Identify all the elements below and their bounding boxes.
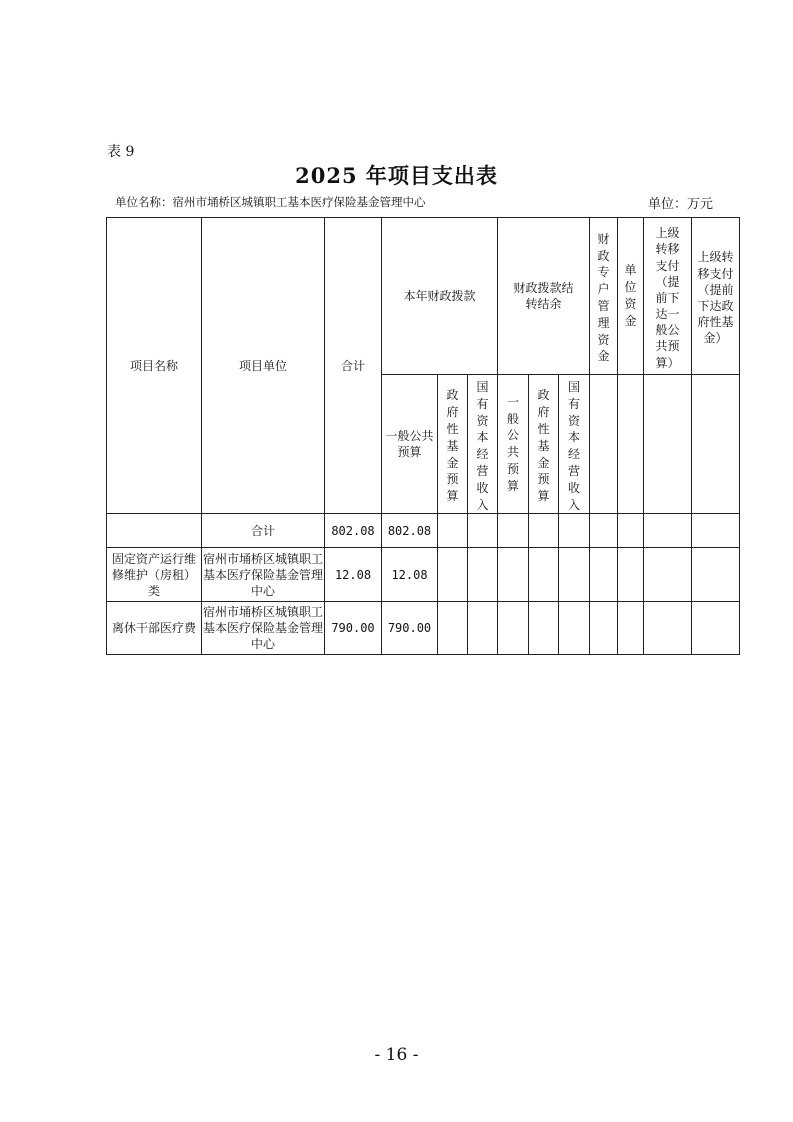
empty-cell [618, 514, 644, 548]
row-unit-text: 宿州市埇桥区城镇职工基本医疗保险基金管理中心 [202, 551, 323, 598]
page-number: - 16 - [374, 1045, 419, 1065]
sub-header-gov-fund-budget [438, 375, 468, 514]
empty-cell [438, 548, 468, 602]
row-general-budget-cell: 790.00 [382, 602, 438, 655]
page-title: 2025 年项目支出表 [295, 163, 498, 188]
empty-cell [618, 375, 644, 514]
sub-header-co-general-budget [498, 375, 529, 514]
col-header-project-unit: 项目单位 [202, 218, 325, 514]
empty-cell [468, 602, 498, 655]
unit-funds-text: 单位资金 [624, 263, 637, 328]
row-general-budget-cell: 802.08 [382, 514, 438, 548]
col-header-transfer-general [644, 218, 692, 375]
sub-header-co-gov-fund-budget [529, 375, 559, 514]
col-header-carryover-funds [498, 218, 590, 375]
empty-cell [559, 602, 590, 655]
empty-cell [644, 602, 692, 655]
transfer-general-text: 上级转移支付（提前下达一般公共预算） [655, 226, 680, 370]
transfer-gov-fund-text: 上级转移支付（提前下达政府性基金） [697, 250, 734, 346]
row-unit-cell: 合计 [202, 514, 325, 548]
row-general-budget-cell: 12.08 [382, 548, 438, 602]
empty-cell [692, 514, 740, 548]
empty-cell [590, 375, 618, 514]
empty-cell [618, 602, 644, 655]
table-label: 表 9 [107, 144, 135, 160]
row-name-cell [107, 548, 202, 602]
row-unit-cell [202, 602, 325, 655]
co-gov-fund-budget-text: 政府性基金预算 [537, 388, 550, 504]
empty-cell [692, 548, 740, 602]
col-header-total: 合计 [325, 218, 382, 514]
col-header-transfer-gov-fund [692, 218, 740, 375]
empty-cell [559, 514, 590, 548]
table-row [107, 602, 740, 655]
col-header-current-year-funds: 本年财政拨款 [382, 218, 498, 375]
carryover-funds-text: 财政拨款结转结余 [513, 280, 574, 311]
empty-cell [438, 514, 468, 548]
empty-cell [498, 602, 529, 655]
unit-money-label: 单位：万元 [647, 197, 713, 212]
empty-cell [644, 375, 692, 514]
state-capital-income-text: 国有资本经营收入 [476, 380, 489, 512]
row-total-cell: 802.08 [325, 514, 382, 548]
col-header-unit-funds [618, 218, 644, 375]
row-unit-text: 宿州市埇桥区城镇职工基本医疗保险基金管理中心 [202, 605, 323, 652]
gov-fund-budget-text: 政府性基金预算 [446, 388, 459, 504]
unit-name-label: 单位名称：宿州市埇桥区城镇职工基本医疗保险基金管理中心 [115, 195, 426, 209]
empty-cell [529, 548, 559, 602]
table-row-total [107, 514, 740, 548]
empty-cell [438, 602, 468, 655]
empty-cell [644, 514, 692, 548]
co-state-capital-income-text: 国有资本经营收入 [567, 380, 580, 512]
empty-cell [468, 548, 498, 602]
empty-cell [644, 548, 692, 602]
empty-cell [590, 548, 618, 602]
empty-cell [590, 602, 618, 655]
empty-cell [559, 548, 590, 602]
col-header-special-funds [590, 218, 618, 375]
empty-cell [468, 514, 498, 548]
table-row [107, 548, 740, 602]
co-general-budget-text: 一般公共预算 [506, 394, 519, 493]
row-unit-cell [202, 548, 325, 602]
empty-cell [498, 548, 529, 602]
special-funds-text: 财政专户管理资金 [597, 231, 610, 364]
row-name-text: 离休干部医疗费 [111, 621, 196, 636]
row-name-cell [107, 514, 202, 548]
sub-header-co-state-capital-income [559, 375, 590, 514]
sub-header-general-budget [382, 375, 438, 514]
row-name-cell [107, 602, 202, 655]
project-expense-table [106, 217, 740, 655]
col-header-project-name: 项目名称 [107, 218, 202, 514]
empty-cell [692, 375, 740, 514]
row-total-cell: 790.00 [325, 602, 382, 655]
row-name-text: 固定资产运行维修维护（房租）类 [111, 551, 196, 598]
row-total-cell: 12.08 [325, 548, 382, 602]
empty-cell [529, 514, 559, 548]
header-row-1 [107, 218, 740, 375]
empty-cell [692, 602, 740, 655]
empty-cell [498, 514, 529, 548]
sub-header-state-capital-income [468, 375, 498, 514]
empty-cell [529, 602, 559, 655]
empty-cell [590, 514, 618, 548]
general-budget-text: 一般公共预算 [385, 429, 434, 460]
empty-cell [618, 548, 644, 602]
